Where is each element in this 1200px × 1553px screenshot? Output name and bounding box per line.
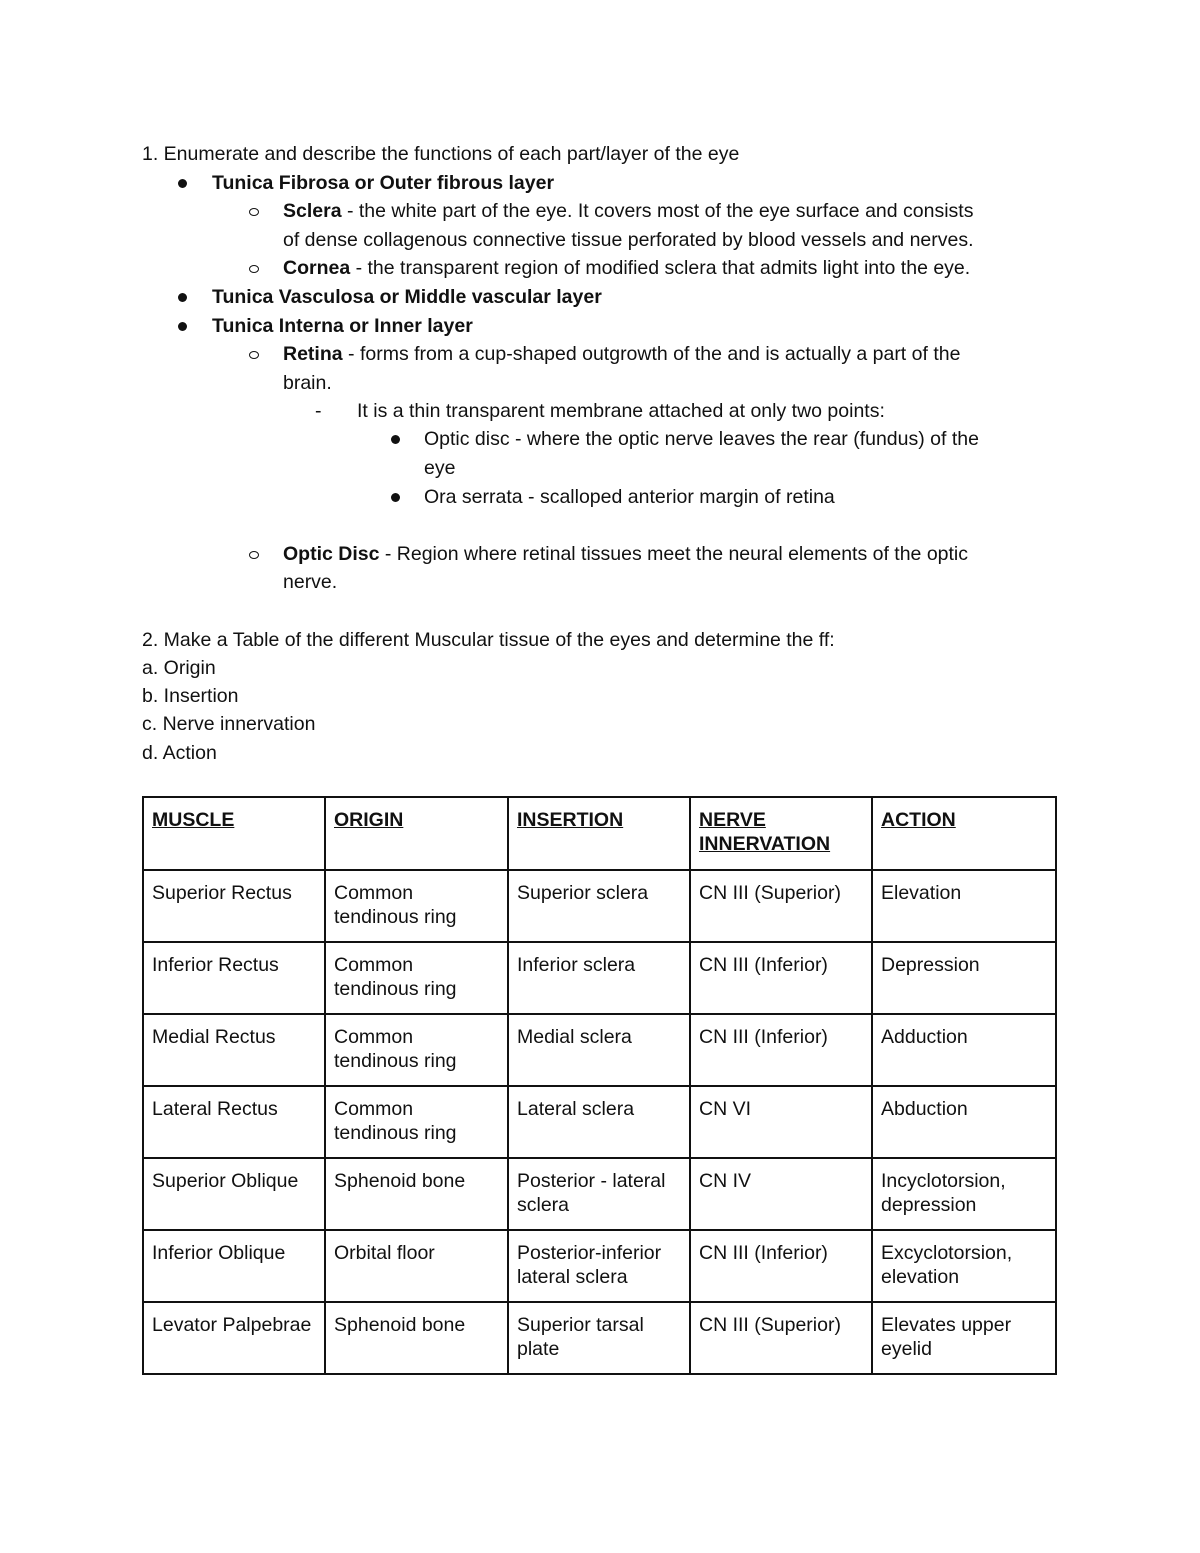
question-2-item: b. Insertion <box>142 685 239 707</box>
bullet-filled-icon <box>178 179 187 188</box>
optic-disc-point-continued: eye <box>424 457 456 479</box>
table-cell: Medial sclera <box>508 1014 690 1086</box>
sclera-term: Sclera <box>283 200 342 222</box>
question-1-prompt: 1. Enumerate and describe the functions of each part/layer of the eye <box>142 143 740 165</box>
table-cell: Orbital floor <box>325 1230 508 1302</box>
table-cell: CN III (Inferior) <box>690 942 872 1014</box>
optic-disc-description-continued: nerve. <box>283 571 338 593</box>
table-header-cell: NERVE INNERVATION <box>690 797 872 870</box>
table-cell: Superior tarsal plate <box>508 1302 690 1374</box>
bullet-filled-icon <box>391 435 400 444</box>
retina-attachment-text: It is a thin transparent membrane attached at only two points: <box>357 400 885 422</box>
table-header-cell: ACTION <box>872 797 1056 870</box>
retina-line <box>283 340 960 368</box>
bullet-filled-icon <box>178 322 187 331</box>
bullet-hollow-icon <box>249 265 259 273</box>
table-cell: Elevates upper eyelid <box>872 1302 1056 1374</box>
table-row <box>143 1014 1056 1086</box>
table-cell: Lateral Rectus <box>143 1086 325 1158</box>
question-2-prompt: 2. Make a Table of the different Muscular tissue of the eyes and determine the ff: <box>142 629 835 651</box>
table-cell: Common tendinous ring <box>325 942 508 1014</box>
table-row <box>143 1086 1056 1158</box>
bullet-hollow-icon <box>249 208 259 216</box>
retina-term: Retina <box>283 343 343 365</box>
table-cell: Adduction <box>872 1014 1056 1086</box>
optic-disc-line <box>283 540 968 568</box>
question-2-item: c. Nerve innervation <box>142 713 316 735</box>
table-cell: Inferior sclera <box>508 942 690 1014</box>
table-cell: Levator Palpebrae <box>143 1302 325 1374</box>
table-cell: Depression <box>872 942 1056 1014</box>
table-cell: CN VI <box>690 1086 872 1158</box>
table-cell: Common tendinous ring <box>325 870 508 942</box>
table-cell: Medial Rectus <box>143 1014 325 1086</box>
table-cell: Sphenoid bone <box>325 1158 508 1230</box>
table-cell: CN III (Superior) <box>690 870 872 942</box>
table-header-cell: MUSCLE <box>143 797 325 870</box>
sclera-line <box>283 197 973 225</box>
table-cell: CN IV <box>690 1158 872 1230</box>
sclera-description: - the white part of the eye. It covers most of the eye surface and consists <box>341 200 974 222</box>
table-cell: Superior Oblique <box>143 1158 325 1230</box>
question-2-item: d. Action <box>142 742 217 764</box>
table-row <box>143 942 1056 1014</box>
retina-description-continued: brain. <box>283 372 332 394</box>
table-header-cell: ORIGIN <box>325 797 508 870</box>
table-cell: Incyclotorsion, depression <box>872 1158 1056 1230</box>
table-cell: CN III (Superior) <box>690 1302 872 1374</box>
question-2-item: a. Origin <box>142 657 216 679</box>
table-cell: Common tendinous ring <box>325 1086 508 1158</box>
table-cell: Abduction <box>872 1086 1056 1158</box>
table-cell: Elevation <box>872 870 1056 942</box>
table-cell: Lateral sclera <box>508 1086 690 1158</box>
optic-disc-description: - Region where retinal tissues meet the neural elements of the optic <box>379 543 969 565</box>
table-cell: Superior Rectus <box>143 870 325 942</box>
table-row <box>143 1230 1056 1302</box>
table-cell: Posterior - lateral sclera <box>508 1158 690 1230</box>
retina-description: - forms from a cup-shaped outgrowth of the and is actually a part of the <box>342 343 961 365</box>
eye-muscles-table <box>142 796 1057 1375</box>
table-cell: Sphenoid bone <box>325 1302 508 1374</box>
table-cell: Superior sclera <box>508 870 690 942</box>
table-cell: Inferior Oblique <box>143 1230 325 1302</box>
bullet-filled-icon <box>391 493 400 502</box>
table-row <box>143 1158 1056 1230</box>
table-row <box>143 1302 1056 1374</box>
tunica-fibrosa-heading: Tunica Fibrosa or Outer fibrous layer <box>212 172 555 194</box>
table-cell: CN III (Inferior) <box>690 1230 872 1302</box>
table-cell: Inferior Rectus <box>143 942 325 1014</box>
optic-disc-point: Optic disc - where the optic nerve leaves the rear (fundus) of the <box>424 428 979 450</box>
cornea-term: Cornea <box>283 257 351 279</box>
table-cell: Common tendinous ring <box>325 1014 508 1086</box>
optic-disc-term: Optic Disc <box>283 543 380 565</box>
cornea-description: - the transparent region of modified sclera that admits light into the eye. <box>350 257 971 279</box>
tunica-interna-heading: Tunica Interna or Inner layer <box>212 315 473 337</box>
table-row <box>143 870 1056 942</box>
table-header-cell: INSERTION <box>508 797 690 870</box>
sclera-description-continued: of dense collagenous connective tissue perforated by blood vessels and nerves. <box>283 229 974 251</box>
tunica-vasculosa-heading: Tunica Vasculosa or Middle vascular layer <box>212 286 602 308</box>
table-cell: Excyclotorsion, elevation <box>872 1230 1056 1302</box>
dash-marker: - <box>315 400 322 422</box>
table-cell: Posterior-inferior lateral sclera <box>508 1230 690 1302</box>
bullet-hollow-icon <box>249 551 259 559</box>
table-header-row <box>143 797 1056 870</box>
table-cell: CN III (Inferior) <box>690 1014 872 1086</box>
cornea-line <box>283 254 970 282</box>
bullet-filled-icon <box>178 293 187 302</box>
ora-serrata-point: Ora serrata - scalloped anterior margin of retina <box>424 486 835 508</box>
bullet-hollow-icon <box>249 351 259 359</box>
